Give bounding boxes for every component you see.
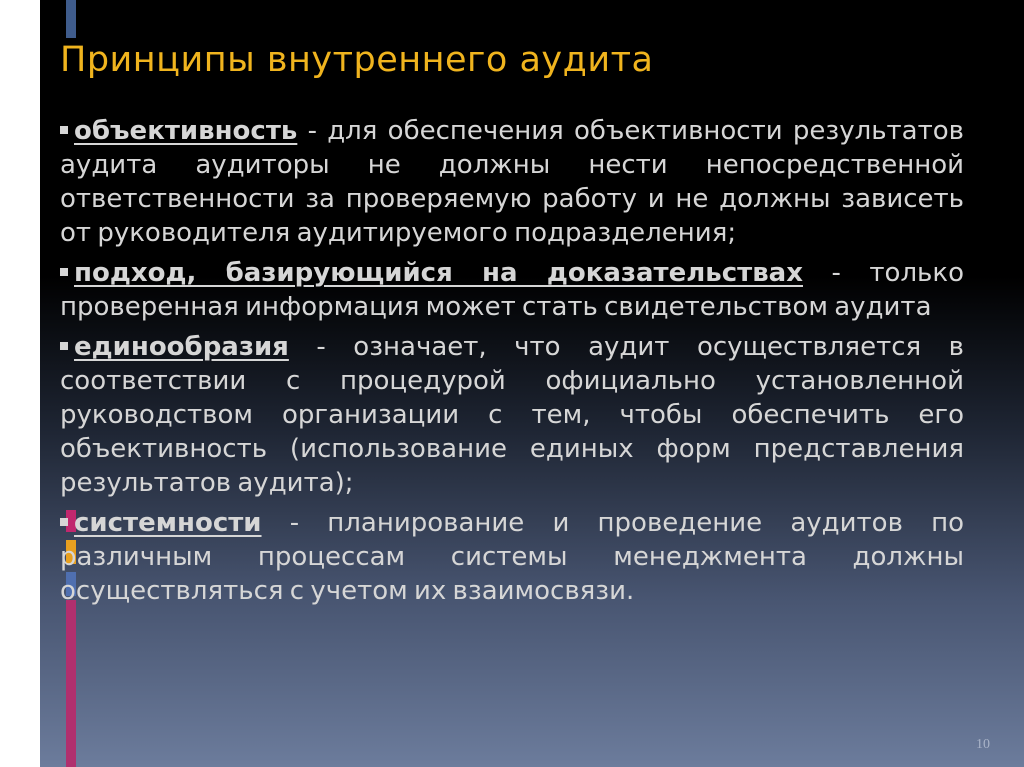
accent-segment-magenta bbox=[66, 600, 76, 767]
principle-term: подход, базирующийся на доказательствах bbox=[74, 258, 803, 288]
principle-item bbox=[60, 256, 964, 324]
bullet-icon bbox=[60, 268, 68, 276]
principle-term: единообразия bbox=[74, 332, 289, 362]
slide bbox=[40, 0, 1024, 767]
bullet-icon bbox=[60, 126, 68, 134]
bullet-icon bbox=[60, 518, 68, 526]
slide-title: Принципы внутреннего аудита bbox=[60, 40, 654, 80]
principle-item bbox=[60, 506, 964, 608]
principle-description: - только проверенная информация может стать свидетельством аудита bbox=[60, 258, 964, 322]
principle-item bbox=[60, 114, 964, 250]
page-number: 10 bbox=[976, 737, 990, 752]
principle-description: - планирование и проведение аудитов по различным процессам системы менеджмента должны осуществляться с учетом их взаимосвязи. bbox=[60, 508, 964, 606]
accent-segment-blue bbox=[66, 0, 76, 38]
principle-item bbox=[60, 330, 964, 500]
principles-list bbox=[60, 114, 964, 614]
principle-term: системности bbox=[74, 508, 262, 538]
bullet-icon bbox=[60, 342, 68, 350]
principle-description: - означает, что аудит осуществляется в соответствии с процедурой официально установленной руководством организации с тем, чтобы обеспечить его объективность (использование единых форм представления результатов аудита); bbox=[60, 332, 964, 498]
principle-description: - для обеспечения объективности результатов аудита аудиторы не должны нести непосредственной ответственности за проверяемую работу и не должны зависеть от руководителя аудитируемого подразделения; bbox=[60, 116, 964, 248]
principle-term: объективность bbox=[74, 116, 298, 146]
